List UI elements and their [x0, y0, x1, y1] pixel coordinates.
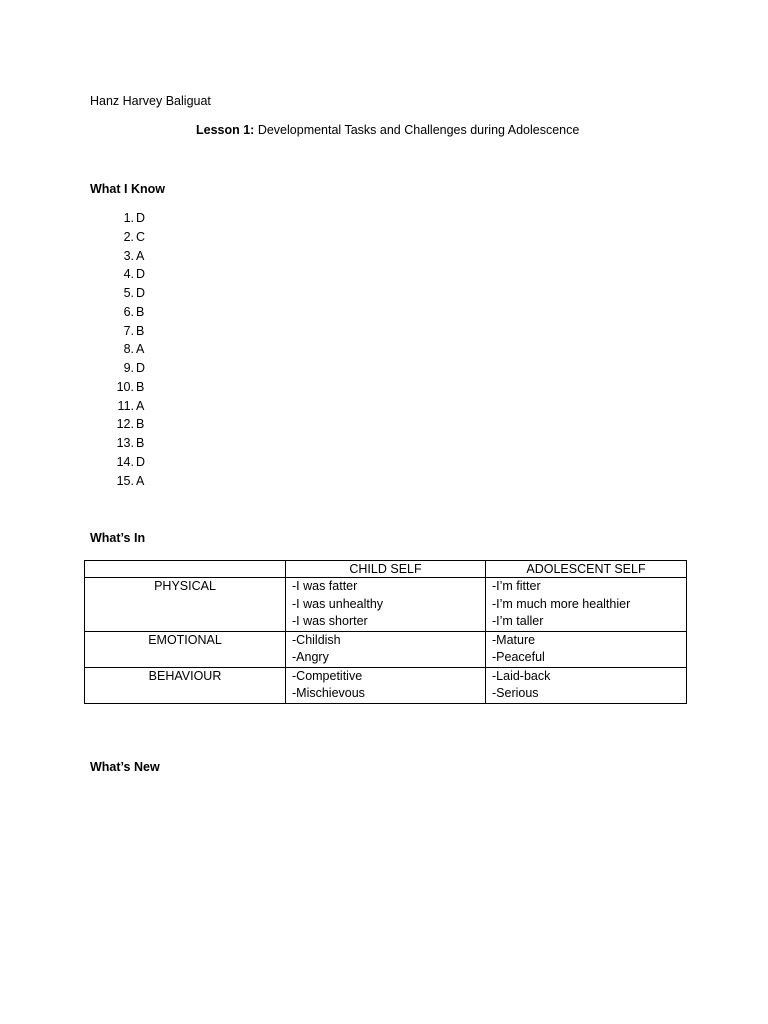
item-number: 4.	[123, 267, 134, 282]
item-number: 11.	[117, 398, 134, 413]
author-name: Hanz Harvey Baliguat	[90, 94, 211, 108]
cell-line: -Serious	[492, 686, 539, 700]
cell-line: -Laid-back	[492, 668, 551, 683]
item-answer: A	[136, 342, 145, 357]
row-label-behaviour: BEHAVIOUR	[85, 667, 286, 703]
list-item	[110, 322, 145, 341]
table-row	[85, 578, 687, 632]
list-item	[110, 284, 145, 303]
item-answer: D	[136, 454, 146, 469]
cell-line: -I was unhealthy	[292, 596, 384, 611]
cell-line: -I’m taller	[492, 614, 544, 628]
cell-line: -Mischievous	[292, 686, 365, 700]
cell-line: -Peaceful	[492, 650, 545, 664]
item-number: 14.	[116, 454, 134, 469]
cell-line: -Mature	[492, 632, 536, 647]
item-answer: B	[136, 379, 145, 394]
item-answer: D	[136, 286, 146, 300]
item-number: 8.	[123, 342, 134, 357]
item-answer: B	[136, 323, 145, 338]
item-answer: D	[136, 211, 146, 225]
row-label-emotional: EMOTIONAL	[85, 631, 286, 667]
section-heading-whats-new: What’s New	[90, 760, 160, 774]
item-number: 10.	[116, 379, 134, 394]
lesson-title	[196, 122, 579, 138]
cell-line: -I’m much more healthier	[492, 596, 631, 611]
item-number: 2.	[123, 229, 134, 244]
list-item	[110, 453, 145, 472]
list-item	[110, 434, 145, 453]
item-answer: A	[136, 248, 145, 263]
item-answer: B	[136, 417, 145, 432]
list-item	[110, 472, 145, 491]
item-answer: B	[136, 436, 145, 450]
list-item	[110, 303, 145, 322]
section-heading-what-i-know: What I Know	[90, 182, 165, 196]
list-item	[110, 247, 145, 266]
item-number: 12.	[116, 417, 134, 432]
item-answer: A	[136, 473, 145, 488]
list-item	[110, 359, 145, 378]
cell-child-emotional	[286, 631, 486, 667]
header-cell-adolescent-self: ADOLESCENT SELF	[486, 561, 687, 578]
cell-line: -Angry	[292, 650, 329, 664]
self-comparison-table	[84, 560, 687, 704]
cell-adolescent-emotional	[486, 631, 687, 667]
list-item	[110, 228, 145, 247]
table-row	[85, 631, 687, 667]
cell-adolescent-behaviour	[486, 667, 687, 703]
answer-list	[110, 209, 145, 490]
cell-line: -Childish	[292, 632, 341, 647]
item-number: 3.	[123, 248, 134, 263]
item-number: 7.	[123, 323, 134, 338]
item-answer: C	[136, 229, 146, 244]
item-number: 15.	[116, 473, 134, 488]
item-answer: B	[136, 304, 145, 319]
table-row	[85, 667, 687, 703]
item-number: 5.	[123, 286, 134, 300]
section-heading-whats-in: What’s In	[90, 531, 146, 545]
lesson-title-text: Developmental Tasks and Challenges during Adolescence	[254, 123, 580, 137]
cell-child-behaviour	[286, 667, 486, 703]
header-cell-child-self: CHILD SELF	[286, 561, 486, 578]
item-number: 13.	[116, 436, 134, 450]
header-cell-empty	[85, 561, 286, 578]
lesson-label: Lesson 1:	[196, 123, 255, 137]
list-item	[110, 209, 145, 228]
cell-line: -I’m fitter	[492, 579, 541, 593]
item-answer: D	[136, 267, 146, 282]
cell-line: -Competitive	[292, 668, 363, 683]
list-item	[110, 378, 145, 397]
item-number: 6.	[123, 304, 134, 319]
item-answer: D	[136, 361, 146, 375]
item-number: 9.	[123, 361, 134, 375]
cell-adolescent-physical	[486, 578, 687, 632]
row-label-physical: PHYSICAL	[85, 578, 286, 632]
item-number: 1.	[123, 211, 134, 225]
item-answer: A	[136, 398, 145, 413]
list-item	[110, 397, 145, 416]
cell-line: -I was shorter	[292, 614, 368, 628]
cell-child-physical	[286, 578, 486, 632]
list-item	[110, 340, 145, 359]
table-header-row	[85, 561, 687, 578]
list-item	[110, 415, 145, 434]
cell-line: -I was fatter	[292, 579, 358, 593]
list-item	[110, 265, 145, 284]
